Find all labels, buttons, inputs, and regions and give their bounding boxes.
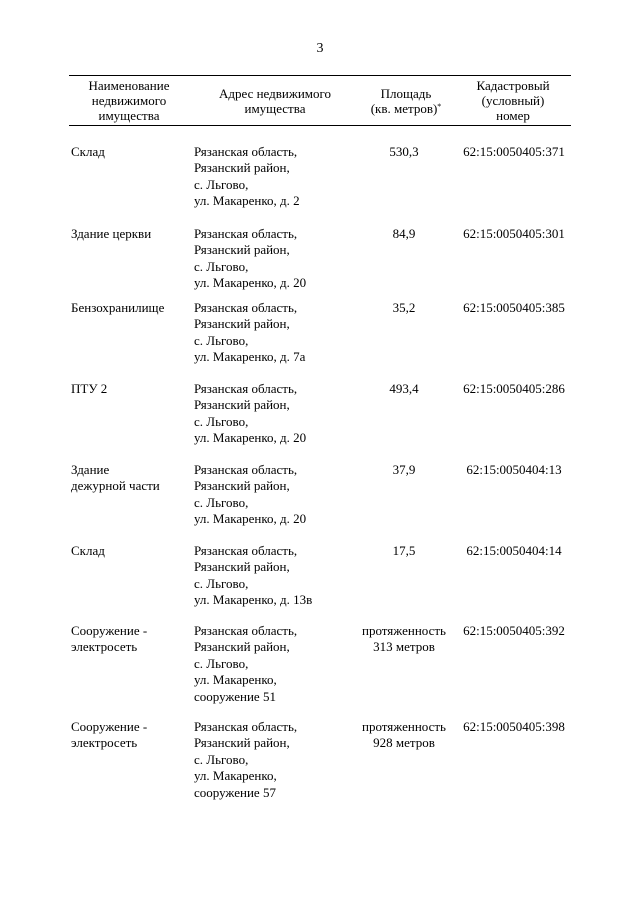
cell-address [194, 623, 354, 705]
cell-address-line: с. Льгово, [194, 413, 249, 429]
cell-address-line: Рязанская область, [194, 462, 298, 477]
cell-area-line: 313 метров [373, 639, 435, 655]
cell-address-line: Рязанский район, [194, 639, 290, 655]
cell-area-line: 928 метров [373, 735, 435, 751]
cell-address-line: ул. Макаренко, д. 20 [194, 275, 307, 291]
cell-address [194, 300, 354, 366]
cell-address-line: Рязанский район, [194, 316, 290, 332]
cell-name-line: Склад [71, 144, 105, 159]
cell-area [356, 226, 452, 242]
cell-name-line: ПТУ 2 [71, 381, 108, 396]
header-cadastral-line: (условный) [481, 93, 545, 108]
cell-area-line: протяженность [362, 719, 446, 734]
cell-area [356, 300, 452, 316]
cell-address-line: Рязанская область, [194, 226, 298, 241]
cell-area-line: 17,5 [392, 543, 416, 558]
cell-area [356, 543, 452, 559]
cell-cadastral: 62:15:0050405:385 [463, 300, 565, 315]
cell-address-line: Рязанский район, [194, 735, 290, 751]
cell-name [71, 381, 191, 397]
cell-area [356, 623, 452, 656]
cell-cadastral: 62:15:0050404:13 [466, 462, 562, 477]
cell-name [71, 462, 191, 495]
cell-address-line: ул. Макаренко, д. 13в [194, 592, 313, 608]
cell-name-line: Сооружение - [71, 719, 148, 734]
cell-name-line: Здание церкви [71, 226, 152, 241]
cell-address-line: Рязанская область, [194, 300, 298, 315]
cell-area [356, 144, 452, 160]
header-address-line: Адрес недвижимого [218, 86, 332, 101]
header-area-line: Площадь [380, 86, 432, 101]
cell-address-line: Рязанская область, [194, 543, 298, 558]
header-name-line: недвижимого [91, 93, 167, 108]
cell-address-line: Рязанская область, [194, 719, 298, 734]
cell-address-line: ул. Макаренко, [194, 768, 277, 784]
cell-address-line: ул. Макаренко, д. 20 [194, 430, 307, 446]
cell-area-line: 35,2 [392, 300, 416, 315]
cell-area-line: 37,9 [392, 462, 416, 477]
cell-address-line: Рязанский район, [194, 478, 290, 494]
cell-cadastral: 62:15:0050405:286 [463, 381, 565, 396]
cell-address-line: ул. Макаренко, д. 20 [194, 511, 307, 527]
footnote-mark: * [437, 102, 442, 111]
cell-address [194, 462, 354, 528]
cell-address-line: с. Льгово, [194, 655, 249, 671]
cell-cadastral: 62:15:0050405:301 [463, 226, 565, 241]
cell-address-line: с. Льгово, [194, 176, 249, 192]
cell-address-line: Рязанская область, [194, 381, 298, 396]
cell-address-line: Рязанская область, [194, 623, 298, 638]
cell-name [71, 719, 191, 752]
cell-address [194, 226, 354, 292]
cell-address-line: сооружение 51 [194, 688, 276, 704]
page-number: 3 [316, 41, 324, 56]
header-name-line: Наименование [88, 78, 170, 93]
cell-address [194, 144, 354, 210]
cell-address-line: Рязанский район, [194, 160, 290, 176]
cell-address-line: Рязанский район, [194, 559, 290, 575]
cell-name-line: дежурной части [71, 478, 160, 494]
header-cadastral-line: Кадастровый [476, 78, 550, 93]
cell-area-line: 84,9 [392, 226, 416, 241]
cell-cadastral: 62:15:0050404:14 [466, 543, 562, 558]
cell-address-line: с. Льгово, [194, 751, 249, 767]
cell-area [356, 381, 452, 397]
cell-area-line: протяженность [362, 623, 446, 638]
cell-address-line: ул. Макаренко, д. 2 [194, 193, 300, 209]
cell-name-line: электросеть [71, 639, 138, 655]
cell-address-line: сооружение 57 [194, 784, 276, 800]
cell-area [356, 462, 452, 478]
cell-name-line: Сооружение - [71, 623, 148, 638]
cell-address [194, 381, 354, 447]
cell-cadastral: 62:15:0050405:392 [463, 623, 565, 638]
cell-name [71, 543, 191, 559]
cell-address-line: Рязанская область, [194, 144, 298, 159]
header-name-line: имущества [98, 108, 160, 123]
cell-address [194, 543, 354, 609]
cell-address-line: с. Льгово, [194, 575, 249, 591]
cell-address-line: с. Льгово, [194, 332, 249, 348]
cell-name-line: Бензохранилище [71, 300, 165, 315]
cell-name-line: электросеть [71, 735, 138, 751]
cell-area [356, 719, 452, 752]
cell-address-line: Рязанский район, [194, 242, 290, 258]
cell-name-line: Здание [71, 462, 110, 477]
cell-address-line: с. Льгово, [194, 258, 249, 274]
cell-address-line: Рязанский район, [194, 397, 290, 413]
cell-name [71, 623, 191, 656]
cell-area-line: 530,3 [389, 144, 419, 159]
cell-cadastral: 62:15:0050405:398 [463, 719, 565, 734]
header-cadastral-line: номер [496, 108, 530, 123]
header-area-unit: (кв. метров) [370, 101, 438, 116]
cell-address-line: ул. Макаренко, д. 7а [194, 349, 306, 365]
cell-cadastral: 62:15:0050405:371 [463, 144, 565, 159]
cell-name [71, 300, 191, 316]
header-address-line: имущества [244, 101, 306, 116]
cell-area-line: 493,4 [389, 381, 419, 396]
cell-address-line: ул. Макаренко, [194, 672, 277, 688]
cell-name [71, 226, 191, 242]
cell-name-line: Склад [71, 543, 105, 558]
cell-address [194, 719, 354, 801]
cell-address-line: с. Льгово, [194, 494, 249, 510]
cell-name [71, 144, 191, 160]
